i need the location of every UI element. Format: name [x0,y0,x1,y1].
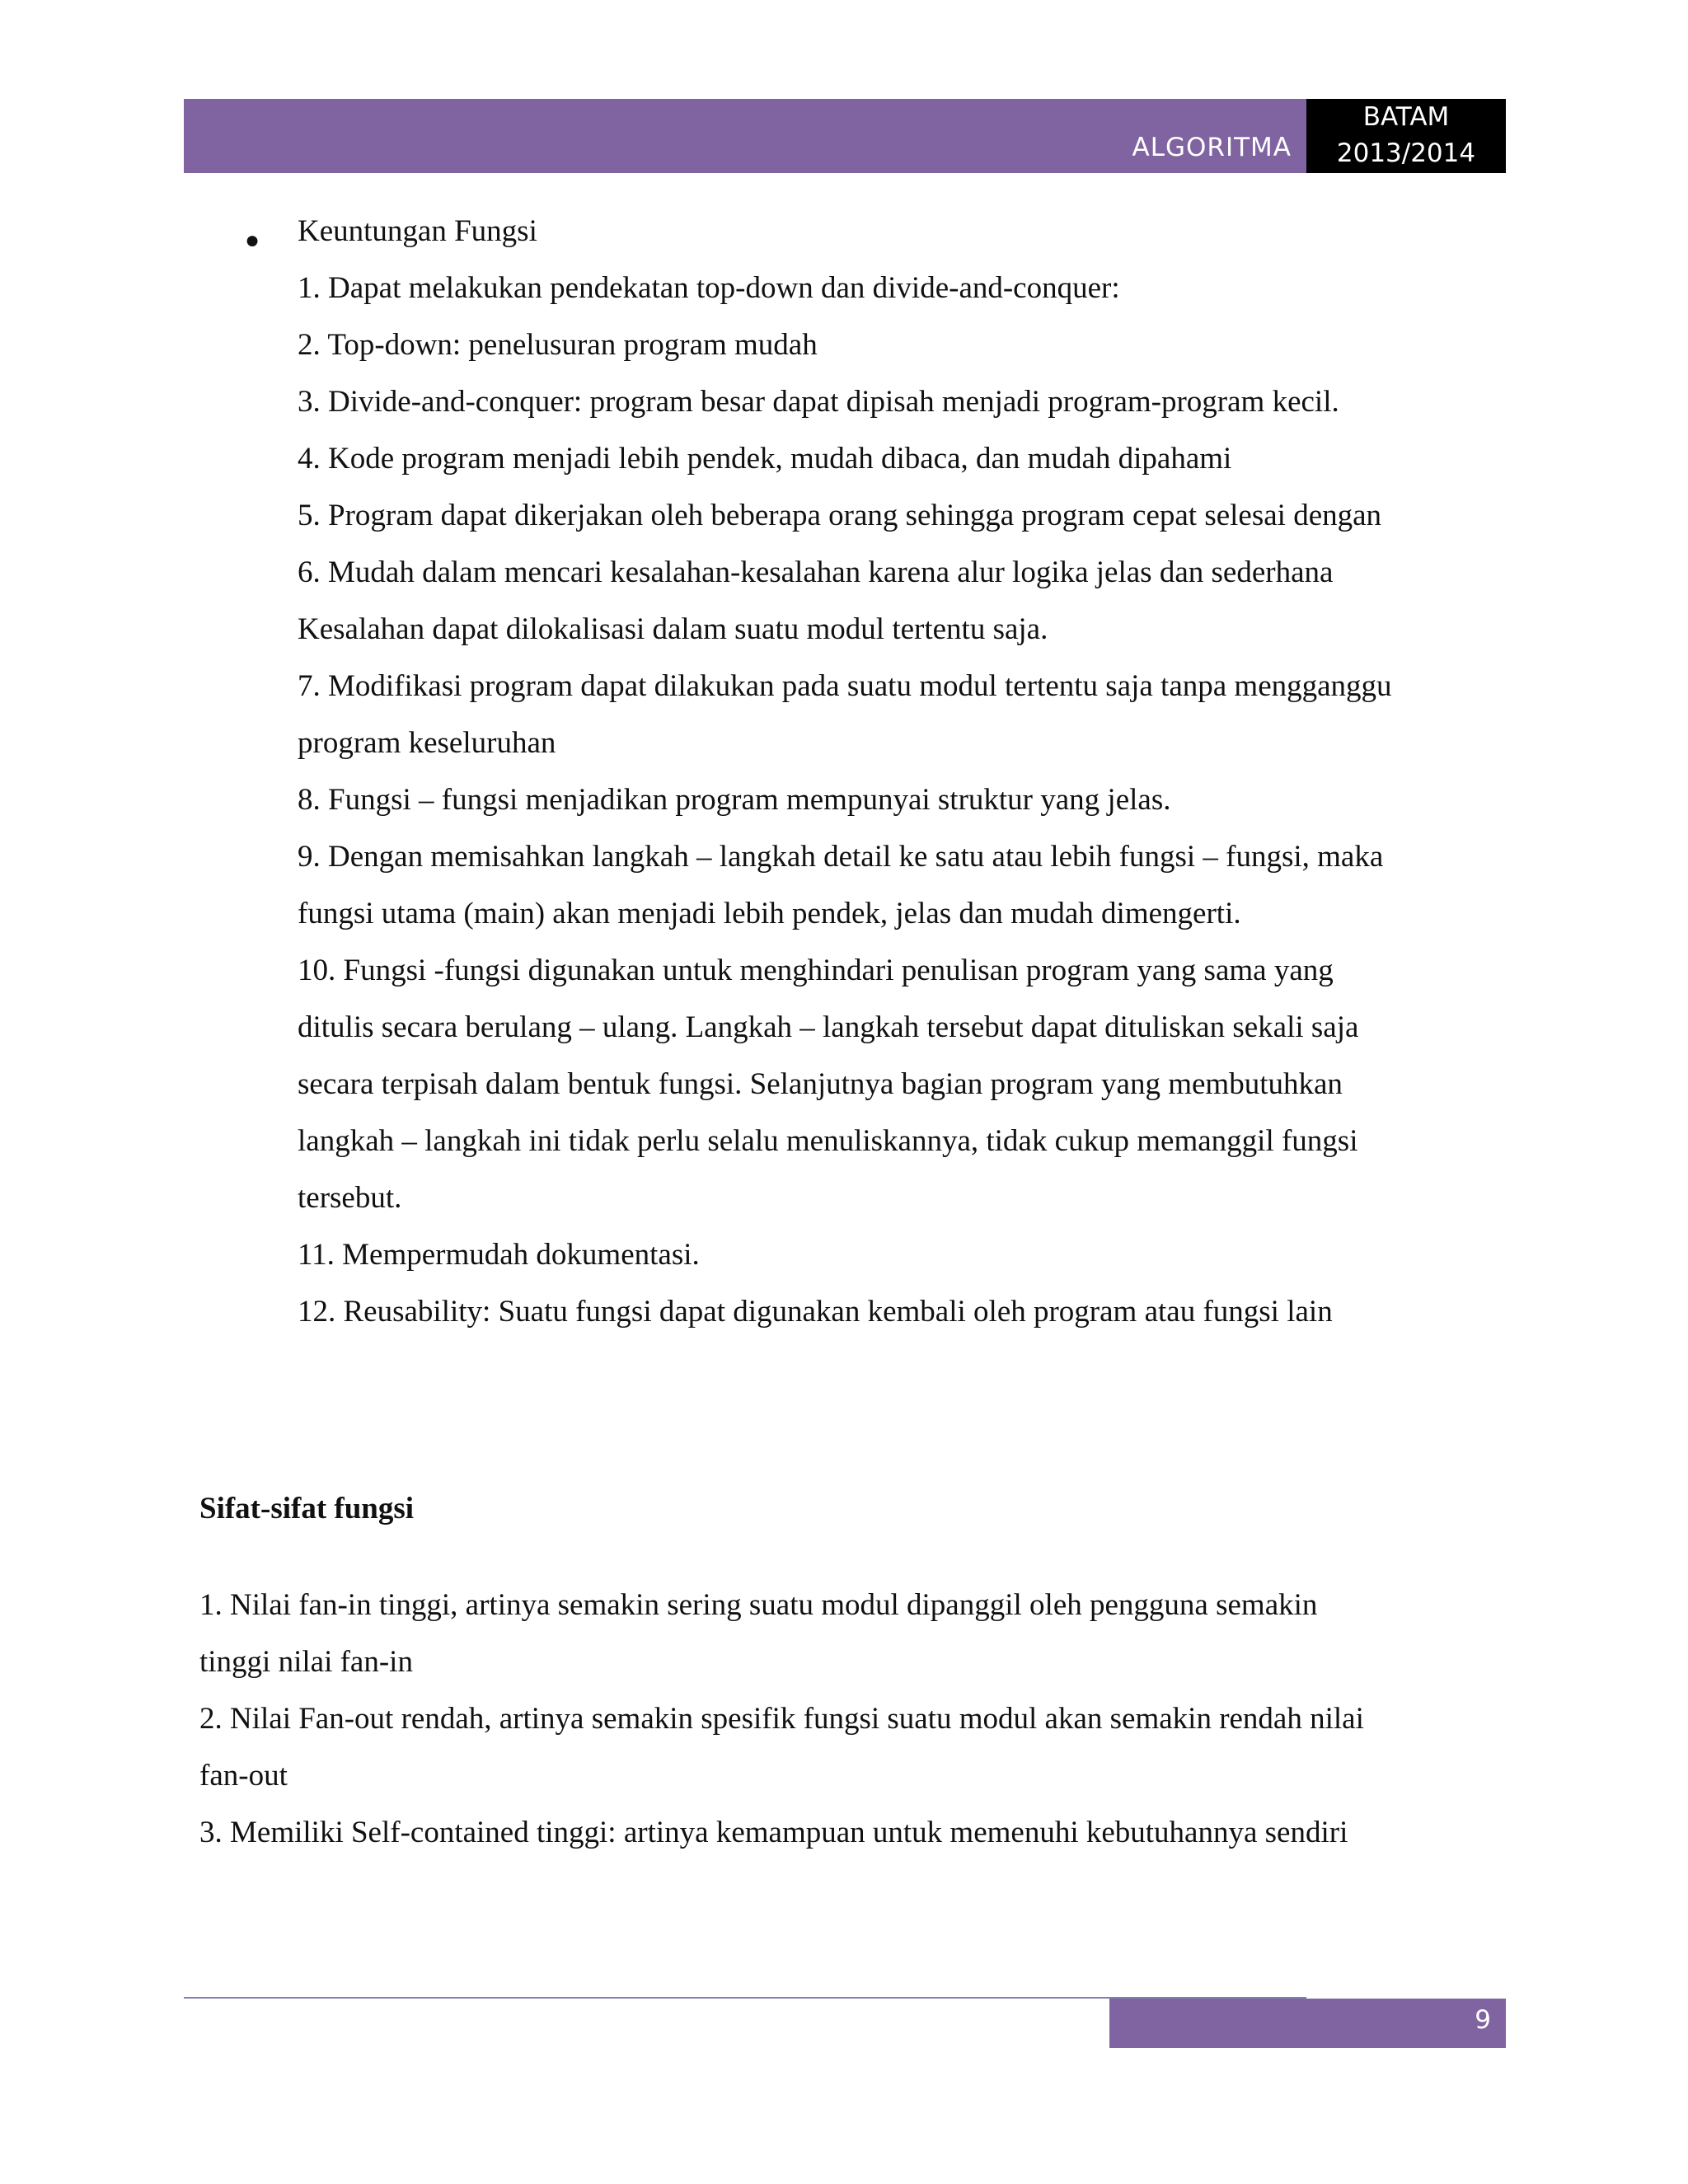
header-academic-year: 2013/2014 [1336,138,1476,168]
property-line: 2. Nilai Fan-out rendah, artinya semakin spesifik fungsi suatu modul akan semakin rendah nilai [199,1702,1364,1736]
footer-page-box [1109,1999,1506,2048]
advantage-line: secara terpisah dalam bentuk fungsi. Selanjutnya bagian program yang membutuhkan [298,1067,1343,1101]
advantage-line: 9. Dengan memisahkan langkah – langkah detail ke satu atau lebih fungsi – fungsi, maka [298,840,1384,874]
property-line: fan-out [199,1759,288,1793]
advantage-line: 2. Top-down: penelusuran program mudah [298,328,818,362]
advantage-line: 7. Modifikasi program dapat dilakukan pada suatu modul tertentu saja tanpa mengganggu [298,669,1392,703]
advantage-line: 8. Fungsi – fungsi menjadikan program mempunyai struktur yang jelas. [298,783,1171,817]
advantage-line: 6. Mudah dalam mencari kesalahan-kesalahan karena alur logika jelas dan sederhana [298,555,1334,589]
advantage-line: program keseluruhan [298,726,556,760]
advantage-line: 11. Mempermudah dokumentasi. [298,1238,700,1272]
advantage-line: Kesalahan dapat dilokalisasi dalam suatu modul tertentu saja. [298,612,1048,646]
advantage-line: 4. Kode program menjadi lebih pendek, mudah dibaca, dan mudah dipahami [298,442,1232,476]
header-location: BATAM [1362,102,1450,132]
advantages-heading: Keuntungan Fungsi [298,214,537,248]
property-line: 3. Memiliki Self-contained tinggi: artinya kemampuan untuk memenuhi kebutuhannya sendiri [199,1816,1348,1849]
advantage-line: ditulis secara berulang – ulang. Langkah – langkah tersebut dapat dituliskan sekali saja [298,1010,1359,1044]
advantage-line: 10. Fungsi -fungsi digunakan untuk menghindari penulisan program yang sama yang [298,954,1334,987]
page-number: 9 [1475,2005,1491,2035]
advantage-line: 12. Reusability: Suatu fungsi dapat digunakan kembali oleh program atau fungsi lain [298,1295,1333,1329]
advantage-line: 3. Divide-and-conquer: program besar dapat dipisah menjadi program-program kecil. [298,385,1339,419]
advantage-line: fungsi utama (main) akan menjadi lebih pendek, jelas dan mudah dimengerti. [298,897,1241,930]
header-year-box [1306,99,1506,173]
advantage-line: 1. Dapat melakukan pendekatan top-down dan divide-and-conquer: [298,271,1120,305]
advantage-line: tersebut. [298,1181,402,1215]
property-line: 1. Nilai fan-in tinggi, artinya semakin sering suatu modul dipanggil oleh pengguna semakin [199,1588,1318,1622]
advantage-line: 5. Program dapat dikerjakan oleh beberapa orang sehingga program cepat selesai dengan [298,499,1382,532]
properties-heading: Sifat-sifat fungsi [199,1492,415,1526]
property-line: tinggi nilai fan-in [199,1645,413,1679]
header-bar [184,99,1306,173]
header-title: ALGORITMA [1132,133,1292,162]
advantage-line: langkah – langkah ini tidak perlu selalu menuliskannya, tidak cukup memanggil fungsi [298,1124,1358,1158]
bullet-icon: ● [245,227,260,254]
